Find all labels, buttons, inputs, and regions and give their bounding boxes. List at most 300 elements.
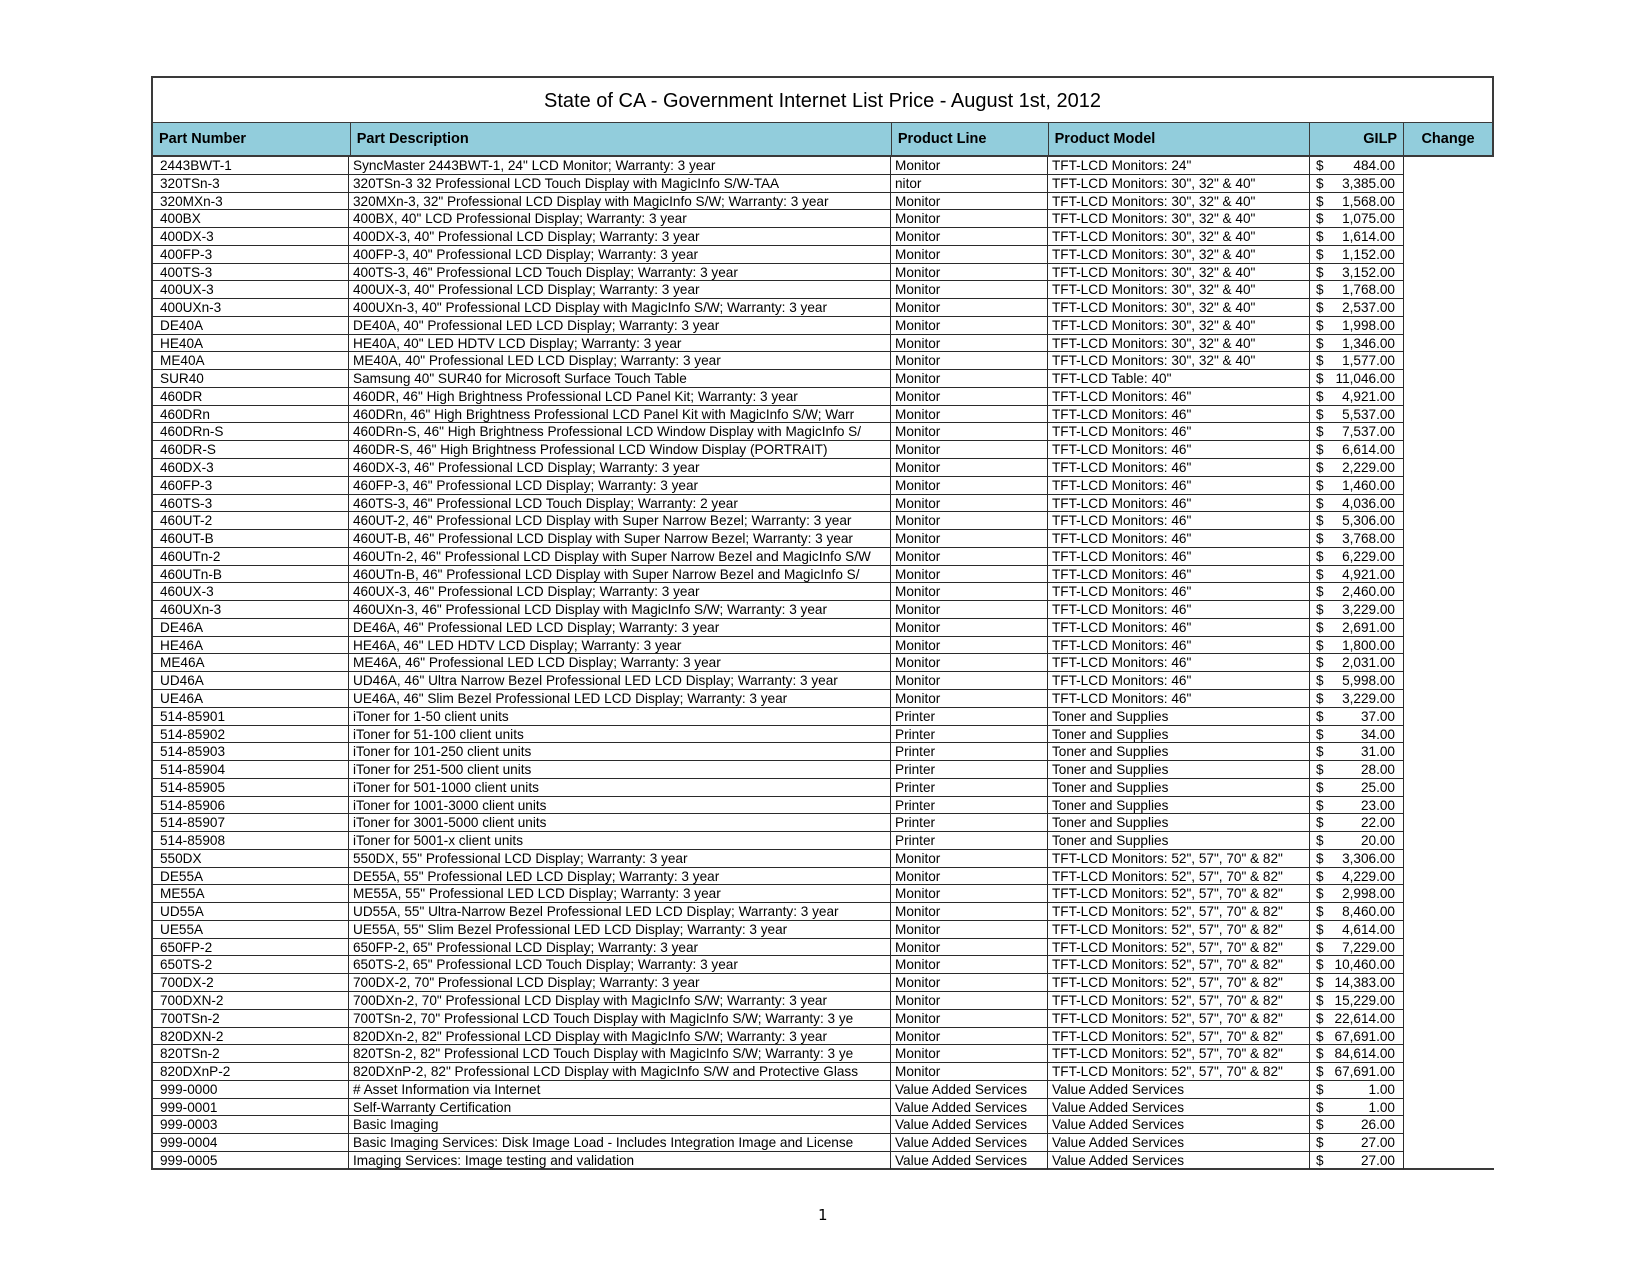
- gilp-price-cell: [1310, 477, 1404, 495]
- price-value: 7,229.00: [1342, 939, 1395, 955]
- price-value: 3,768.00: [1342, 531, 1395, 547]
- currency-symbol: $: [1316, 655, 1324, 671]
- product-model-cell: TFT-LCD Monitors: 46": [1048, 672, 1310, 690]
- gilp-price-cell: [1310, 441, 1404, 459]
- change-cell: [1404, 1028, 1494, 1046]
- part-number-cell: 460DX-3: [151, 459, 349, 477]
- gilp-price-cell: [1310, 1116, 1404, 1134]
- table-row: [151, 601, 1494, 619]
- part-number-cell: 514-85908: [151, 832, 349, 850]
- header-part-description: Part Description: [351, 123, 892, 157]
- part-number-cell: 550DX: [151, 850, 349, 868]
- price-value: 67,691.00: [1334, 1028, 1395, 1044]
- table-row: [151, 832, 1494, 850]
- price-value: 1,614.00: [1342, 229, 1395, 245]
- part-description-cell: 700TSn-2, 70" Professional LCD Touch Display with MagicInfo S/W; Warranty: 3 ye: [349, 1010, 891, 1028]
- gilp-price-cell: [1310, 1152, 1404, 1170]
- product-line-cell: Value Added Services: [891, 1081, 1048, 1099]
- part-number-cell: 460DRn: [151, 406, 349, 424]
- price-value: 2,031.00: [1342, 655, 1395, 671]
- gilp-price-cell: [1310, 157, 1404, 175]
- price-value: 1.00: [1368, 1081, 1395, 1097]
- product-model-cell: TFT-LCD Monitors: 46": [1048, 619, 1310, 637]
- gilp-price-cell: [1310, 761, 1404, 779]
- change-cell: [1404, 352, 1494, 370]
- gilp-price-cell: [1310, 690, 1404, 708]
- change-cell: [1404, 388, 1494, 406]
- price-table: [151, 123, 1494, 1170]
- change-cell: [1404, 619, 1494, 637]
- table-row: [151, 1116, 1494, 1134]
- product-line-cell: Monitor: [891, 441, 1048, 459]
- part-number-cell: 460DRn-S: [151, 423, 349, 441]
- table-row: [151, 743, 1494, 761]
- part-number-cell: UE55A: [151, 921, 349, 939]
- change-cell: [1404, 850, 1494, 868]
- product-line-cell: Value Added Services: [891, 1116, 1048, 1134]
- product-model-cell: Toner and Supplies: [1048, 726, 1310, 744]
- part-description-cell: iToner for 1-50 client units: [349, 708, 891, 726]
- gilp-price-cell: [1310, 974, 1404, 992]
- part-number-cell: 460UTn-2: [151, 548, 349, 566]
- part-description-cell: UE46A, 46" Slim Bezel Professional LED LCD Display; Warranty: 3 year: [349, 690, 891, 708]
- part-description-cell: DE55A, 55" Professional LED LCD Display; Warranty: 3 year: [349, 868, 891, 886]
- product-line-cell: Monitor: [891, 548, 1048, 566]
- part-number-cell: 999-0001: [151, 1099, 349, 1117]
- part-description-cell: 400TS-3, 46" Professional LCD Touch Display; Warranty: 3 year: [349, 264, 891, 282]
- currency-symbol: $: [1316, 815, 1324, 831]
- product-model-cell: TFT-LCD Monitors: 52", 57", 70" & 82": [1048, 1010, 1310, 1028]
- change-cell: [1404, 228, 1494, 246]
- part-description-cell: 460DRn, 46" High Brightness Professional LCD Panel Kit with MagicInfo S/W; Warr: [349, 406, 891, 424]
- gilp-price-cell: [1310, 992, 1404, 1010]
- change-cell: [1404, 299, 1494, 317]
- change-cell: [1404, 974, 1494, 992]
- price-value: 1,577.00: [1342, 353, 1395, 369]
- gilp-price-cell: [1310, 1063, 1404, 1081]
- currency-symbol: $: [1316, 637, 1324, 653]
- change-cell: [1404, 637, 1494, 655]
- part-number-cell: 700TSn-2: [151, 1010, 349, 1028]
- product-line-cell: Monitor: [891, 388, 1048, 406]
- part-description-cell: 460UXn-3, 46" Professional LCD Display with MagicInfo S/W; Warranty: 3 year: [349, 601, 891, 619]
- part-number-cell: 514-85902: [151, 726, 349, 744]
- part-description-cell: 460UX-3, 46" Professional LCD Display; Warranty: 3 year: [349, 583, 891, 601]
- product-model-cell: TFT-LCD Monitors: 46": [1048, 477, 1310, 495]
- product-line-cell: Monitor: [891, 903, 1048, 921]
- gilp-price-cell: [1310, 726, 1404, 744]
- price-value: 4,921.00: [1342, 566, 1395, 582]
- part-number-cell: 400TS-3: [151, 264, 349, 282]
- product-line-cell: Printer: [891, 814, 1048, 832]
- part-description-cell: iToner for 501-1000 client units: [349, 779, 891, 797]
- product-model-cell: TFT-LCD Monitors: 52", 57", 70" & 82": [1048, 868, 1310, 886]
- part-number-cell: 400DX-3: [151, 228, 349, 246]
- change-cell: [1404, 1081, 1494, 1099]
- table-row: [151, 1134, 1494, 1152]
- product-model-cell: TFT-LCD Monitors: 52", 57", 70" & 82": [1048, 921, 1310, 939]
- part-description-cell: UD46A, 46" Ultra Narrow Bezel Professional LED LCD Display; Warranty: 3 year: [349, 672, 891, 690]
- currency-symbol: $: [1316, 566, 1324, 582]
- part-number-cell: UE46A: [151, 690, 349, 708]
- product-line-cell: Monitor: [891, 1045, 1048, 1063]
- table-row: [151, 761, 1494, 779]
- table-row: [151, 459, 1494, 477]
- product-model-cell: TFT-LCD Monitors: 46": [1048, 637, 1310, 655]
- product-model-cell: TFT-LCD Monitors: 46": [1048, 459, 1310, 477]
- change-cell: [1404, 654, 1494, 672]
- product-model-cell: TFT-LCD Monitors: 30", 32" & 40": [1048, 175, 1310, 193]
- change-cell: [1404, 779, 1494, 797]
- product-line-cell: Monitor: [891, 317, 1048, 335]
- part-number-cell: 320MXn-3: [151, 193, 349, 211]
- currency-symbol: $: [1316, 602, 1324, 618]
- change-cell: [1404, 903, 1494, 921]
- part-description-cell: 400UX-3, 40" Professional LCD Display; Warranty: 3 year: [349, 281, 891, 299]
- product-model-cell: TFT-LCD Monitors: 52", 57", 70" & 82": [1048, 885, 1310, 903]
- currency-symbol: $: [1316, 531, 1324, 547]
- change-cell: [1404, 814, 1494, 832]
- table-row: [151, 1063, 1494, 1081]
- gilp-price-cell: [1310, 423, 1404, 441]
- header-product-model: Product Model: [1049, 123, 1311, 157]
- price-value: 22.00: [1360, 815, 1395, 831]
- product-model-cell: TFT-LCD Monitors: 46": [1048, 441, 1310, 459]
- header-part-number: Part Number: [153, 123, 351, 157]
- part-number-cell: 700DXN-2: [151, 992, 349, 1010]
- gilp-price-cell: [1310, 797, 1404, 815]
- currency-symbol: $: [1316, 211, 1324, 227]
- gilp-price-cell: [1310, 583, 1404, 601]
- product-line-cell: Monitor: [891, 672, 1048, 690]
- price-value: 25.00: [1360, 779, 1395, 795]
- table-row: [151, 1045, 1494, 1063]
- part-description-cell: ME46A, 46" Professional LED LCD Display; Warranty: 3 year: [349, 654, 891, 672]
- product-line-cell: Monitor: [891, 512, 1048, 530]
- product-model-cell: TFT-LCD Monitors: 46": [1048, 512, 1310, 530]
- price-value: 1,998.00: [1342, 317, 1395, 333]
- price-value: 3,306.00: [1342, 850, 1395, 866]
- change-cell: [1404, 726, 1494, 744]
- part-description-cell: 650FP-2, 65" Professional LCD Display; Warranty: 3 year: [349, 939, 891, 957]
- table-row: [151, 583, 1494, 601]
- change-cell: [1404, 690, 1494, 708]
- price-value: 3,152.00: [1342, 264, 1395, 280]
- part-number-cell: 514-85907: [151, 814, 349, 832]
- price-value: 1,152.00: [1342, 246, 1395, 262]
- price-value: 34.00: [1360, 726, 1395, 742]
- currency-symbol: $: [1316, 246, 1324, 262]
- price-value: 3,229.00: [1342, 690, 1395, 706]
- table-row: [151, 974, 1494, 992]
- change-cell: [1404, 992, 1494, 1010]
- price-value: 2,998.00: [1342, 886, 1395, 902]
- currency-symbol: $: [1316, 442, 1324, 458]
- change-cell: [1404, 939, 1494, 957]
- part-description-cell: Imaging Services: Image testing and validation: [349, 1152, 891, 1170]
- product-model-cell: TFT-LCD Monitors: 46": [1048, 566, 1310, 584]
- gilp-price-cell: [1310, 317, 1404, 335]
- table-row: [151, 406, 1494, 424]
- part-description-cell: Basic Imaging Services: Disk Image Load - Includes Integration Image and License: [349, 1134, 891, 1152]
- currency-symbol: $: [1316, 1064, 1324, 1080]
- product-model-cell: TFT-LCD Monitors: 46": [1048, 654, 1310, 672]
- product-model-cell: Value Added Services: [1048, 1134, 1310, 1152]
- part-number-cell: 514-85904: [151, 761, 349, 779]
- part-description-cell: 400DX-3, 40" Professional LCD Display; Warranty: 3 year: [349, 228, 891, 246]
- price-value: 1,346.00: [1342, 335, 1395, 351]
- currency-symbol: $: [1316, 673, 1324, 689]
- product-line-cell: Value Added Services: [891, 1134, 1048, 1152]
- price-value: 11,046.00: [1335, 371, 1395, 387]
- table-row: [151, 708, 1494, 726]
- part-description-cell: 550DX, 55" Professional LCD Display; Warranty: 3 year: [349, 850, 891, 868]
- part-description-cell: 460FP-3, 46" Professional LCD Display; Warranty: 3 year: [349, 477, 891, 495]
- price-value: 67,691.00: [1334, 1064, 1395, 1080]
- part-number-cell: 999-0000: [151, 1081, 349, 1099]
- table-row: [151, 1010, 1494, 1028]
- part-number-cell: 514-85901: [151, 708, 349, 726]
- table-row: [151, 335, 1494, 353]
- currency-symbol: $: [1316, 1046, 1324, 1062]
- part-description-cell: ME55A, 55" Professional LED LCD Display; Warranty: 3 year: [349, 885, 891, 903]
- currency-symbol: $: [1316, 584, 1324, 600]
- part-description-cell: 320TSn-3 32 Professional LCD Touch Display with MagicInfo S/W-TAA: [349, 175, 891, 193]
- currency-symbol: $: [1316, 264, 1324, 280]
- gilp-price-cell: [1310, 619, 1404, 637]
- gilp-price-cell: [1310, 601, 1404, 619]
- part-description-cell: 400FP-3, 40" Professional LCD Display; Warranty: 3 year: [349, 246, 891, 264]
- product-line-cell: Monitor: [891, 281, 1048, 299]
- product-line-cell: Monitor: [891, 921, 1048, 939]
- currency-symbol: $: [1316, 708, 1324, 724]
- currency-symbol: $: [1316, 460, 1324, 476]
- product-line-cell: Monitor: [891, 1063, 1048, 1081]
- product-line-cell: Monitor: [891, 850, 1048, 868]
- price-value: 1,075.00: [1342, 211, 1395, 227]
- change-cell: [1404, 885, 1494, 903]
- gilp-price-cell: [1310, 512, 1404, 530]
- part-number-cell: ME46A: [151, 654, 349, 672]
- gilp-price-cell: [1310, 566, 1404, 584]
- product-model-cell: TFT-LCD Monitors: 52", 57", 70" & 82": [1048, 939, 1310, 957]
- product-model-cell: TFT-LCD Monitors: 46": [1048, 583, 1310, 601]
- change-cell: [1404, 1010, 1494, 1028]
- change-cell: [1404, 761, 1494, 779]
- price-value: 3,229.00: [1342, 602, 1395, 618]
- part-number-cell: 514-85903: [151, 743, 349, 761]
- part-number-cell: 460UT-B: [151, 530, 349, 548]
- part-description-cell: # Asset Information via Internet: [349, 1081, 891, 1099]
- currency-symbol: $: [1316, 1081, 1324, 1097]
- table-row: [151, 814, 1494, 832]
- part-number-cell: ME40A: [151, 352, 349, 370]
- gilp-price-cell: [1310, 370, 1404, 388]
- header-product-line: Product Line: [892, 123, 1049, 157]
- change-cell: [1404, 193, 1494, 211]
- part-number-cell: 460UT-2: [151, 512, 349, 530]
- price-value: 1,460.00: [1342, 477, 1395, 493]
- product-line-cell: Monitor: [891, 974, 1048, 992]
- table-row: [151, 566, 1494, 584]
- currency-symbol: $: [1316, 495, 1324, 511]
- product-line-cell: Monitor: [891, 1010, 1048, 1028]
- currency-symbol: $: [1316, 975, 1324, 991]
- part-number-cell: HE46A: [151, 637, 349, 655]
- gilp-price-cell: [1310, 1028, 1404, 1046]
- product-line-cell: Monitor: [891, 885, 1048, 903]
- product-model-cell: TFT-LCD Monitors: 30", 32" & 40": [1048, 352, 1310, 370]
- part-number-cell: ME55A: [151, 885, 349, 903]
- price-value: 8,460.00: [1342, 904, 1395, 920]
- gilp-price-cell: [1310, 193, 1404, 211]
- currency-symbol: $: [1316, 779, 1324, 795]
- product-line-cell: Monitor: [891, 654, 1048, 672]
- table-row: [151, 885, 1494, 903]
- currency-symbol: $: [1316, 726, 1324, 742]
- price-value: 2,229.00: [1342, 460, 1395, 476]
- part-description-cell: UD55A, 55" Ultra-Narrow Bezel Professional LED LCD Display; Warranty: 3 year: [349, 903, 891, 921]
- product-line-cell: Printer: [891, 726, 1048, 744]
- part-description-cell: Basic Imaging: [349, 1116, 891, 1134]
- table-header-row: [151, 123, 1494, 157]
- gilp-price-cell: [1310, 850, 1404, 868]
- currency-symbol: $: [1316, 513, 1324, 529]
- price-value: 4,036.00: [1342, 495, 1395, 511]
- part-description-cell: 820TSn-2, 82" Professional LCD Touch Display with MagicInfo S/W; Warranty: 3 ye: [349, 1045, 891, 1063]
- header-gilp: GILP: [1310, 123, 1404, 157]
- currency-symbol: $: [1316, 1135, 1324, 1151]
- product-line-cell: Printer: [891, 761, 1048, 779]
- table-row: [151, 1081, 1494, 1099]
- currency-symbol: $: [1316, 193, 1324, 209]
- table-row: [151, 726, 1494, 744]
- table-row: [151, 850, 1494, 868]
- part-description-cell: HE46A, 46" LED HDTV LCD Display; Warranty: 3 year: [349, 637, 891, 655]
- product-model-cell: TFT-LCD Monitors: 30", 32" & 40": [1048, 246, 1310, 264]
- product-model-cell: TFT-LCD Monitors: 52", 57", 70" & 82": [1048, 1028, 1310, 1046]
- change-cell: [1404, 441, 1494, 459]
- product-line-cell: Monitor: [891, 1028, 1048, 1046]
- product-model-cell: Toner and Supplies: [1048, 743, 1310, 761]
- product-line-cell: Monitor: [891, 264, 1048, 282]
- currency-symbol: $: [1316, 406, 1324, 422]
- currency-symbol: $: [1316, 353, 1324, 369]
- gilp-price-cell: [1310, 335, 1404, 353]
- table-row: [151, 299, 1494, 317]
- gilp-price-cell: [1310, 281, 1404, 299]
- price-value: 2,460.00: [1342, 584, 1395, 600]
- product-line-cell: Monitor: [891, 423, 1048, 441]
- table-row: [151, 619, 1494, 637]
- change-cell: [1404, 956, 1494, 974]
- price-value: 27.00: [1360, 1152, 1395, 1168]
- gilp-price-cell: [1310, 708, 1404, 726]
- product-model-cell: Value Added Services: [1048, 1099, 1310, 1117]
- part-number-cell: 400UX-3: [151, 281, 349, 299]
- product-model-cell: TFT-LCD Monitors: 24": [1048, 157, 1310, 175]
- product-model-cell: TFT-LCD Monitors: 46": [1048, 690, 1310, 708]
- page-number: 1: [818, 1206, 828, 1224]
- product-model-cell: TFT-LCD Monitors: 30", 32" & 40": [1048, 228, 1310, 246]
- product-model-cell: Value Added Services: [1048, 1116, 1310, 1134]
- part-number-cell: HE40A: [151, 335, 349, 353]
- product-line-cell: Monitor: [891, 246, 1048, 264]
- table-row: [151, 193, 1494, 211]
- currency-symbol: $: [1316, 886, 1324, 902]
- product-line-cell: Monitor: [891, 619, 1048, 637]
- product-line-cell: nitor: [891, 175, 1048, 193]
- price-value: 28.00: [1360, 762, 1395, 778]
- part-description-cell: iToner for 1001-3000 client units: [349, 797, 891, 815]
- part-description-cell: iToner for 5001-x client units: [349, 832, 891, 850]
- currency-symbol: $: [1316, 477, 1324, 493]
- part-description-cell: 400UXn-3, 40" Professional LCD Display with MagicInfo S/W; Warranty: 3 year: [349, 299, 891, 317]
- change-cell: [1404, 495, 1494, 513]
- change-cell: [1404, 601, 1494, 619]
- table-row: [151, 779, 1494, 797]
- product-line-cell: Monitor: [891, 992, 1048, 1010]
- part-description-cell: 700DX-2, 70" Professional LCD Display; Warranty: 3 year: [349, 974, 891, 992]
- gilp-price-cell: [1310, 210, 1404, 228]
- product-model-cell: TFT-LCD Monitors: 52", 57", 70" & 82": [1048, 903, 1310, 921]
- table-row: [151, 1028, 1494, 1046]
- part-description-cell: 460UTn-2, 46" Professional LCD Display with Super Narrow Bezel and MagicInfo S/W: [349, 548, 891, 566]
- part-description-cell: 700DXn-2, 70" Professional LCD Display with MagicInfo S/W; Warranty: 3 year: [349, 992, 891, 1010]
- part-description-cell: 650TS-2, 65" Professional LCD Touch Display; Warranty: 3 year: [349, 956, 891, 974]
- gilp-price-cell: [1310, 388, 1404, 406]
- part-number-cell: 460DR: [151, 388, 349, 406]
- gilp-price-cell: [1310, 672, 1404, 690]
- part-number-cell: 820TSn-2: [151, 1045, 349, 1063]
- price-value: 23.00: [1360, 797, 1395, 813]
- currency-symbol: $: [1316, 300, 1324, 316]
- table-row: [151, 921, 1494, 939]
- currency-symbol: $: [1316, 317, 1324, 333]
- product-model-cell: TFT-LCD Monitors: 46": [1048, 495, 1310, 513]
- product-line-cell: Printer: [891, 797, 1048, 815]
- product-model-cell: TFT-LCD Monitors: 46": [1048, 548, 1310, 566]
- currency-symbol: $: [1316, 388, 1324, 404]
- currency-symbol: $: [1316, 1117, 1324, 1133]
- product-model-cell: TFT-LCD Monitors: 46": [1048, 388, 1310, 406]
- product-model-cell: TFT-LCD Monitors: 52", 57", 70" & 82": [1048, 974, 1310, 992]
- product-model-cell: TFT-LCD Monitors: 46": [1048, 406, 1310, 424]
- table-row: [151, 992, 1494, 1010]
- table-row: [151, 388, 1494, 406]
- table-row: [151, 352, 1494, 370]
- part-number-cell: 400FP-3: [151, 246, 349, 264]
- change-cell: [1404, 1152, 1494, 1170]
- currency-symbol: $: [1316, 1010, 1324, 1026]
- currency-symbol: $: [1316, 690, 1324, 706]
- part-number-cell: 650FP-2: [151, 939, 349, 957]
- product-line-cell: Monitor: [891, 459, 1048, 477]
- part-description-cell: Self-Warranty Certification: [349, 1099, 891, 1117]
- price-value: 15,229.00: [1334, 992, 1395, 1008]
- currency-symbol: $: [1316, 833, 1324, 849]
- price-value: 2,537.00: [1342, 300, 1395, 316]
- table-row: [151, 672, 1494, 690]
- gilp-price-cell: [1310, 228, 1404, 246]
- gilp-price-cell: [1310, 495, 1404, 513]
- part-description-cell: 460UTn-B, 46" Professional LCD Display with Super Narrow Bezel and MagicInfo S/: [349, 566, 891, 584]
- product-model-cell: TFT-LCD Monitors: 52", 57", 70" & 82": [1048, 992, 1310, 1010]
- change-cell: [1404, 423, 1494, 441]
- change-cell: [1404, 548, 1494, 566]
- part-number-cell: SUR40: [151, 370, 349, 388]
- price-value: 84,614.00: [1334, 1046, 1395, 1062]
